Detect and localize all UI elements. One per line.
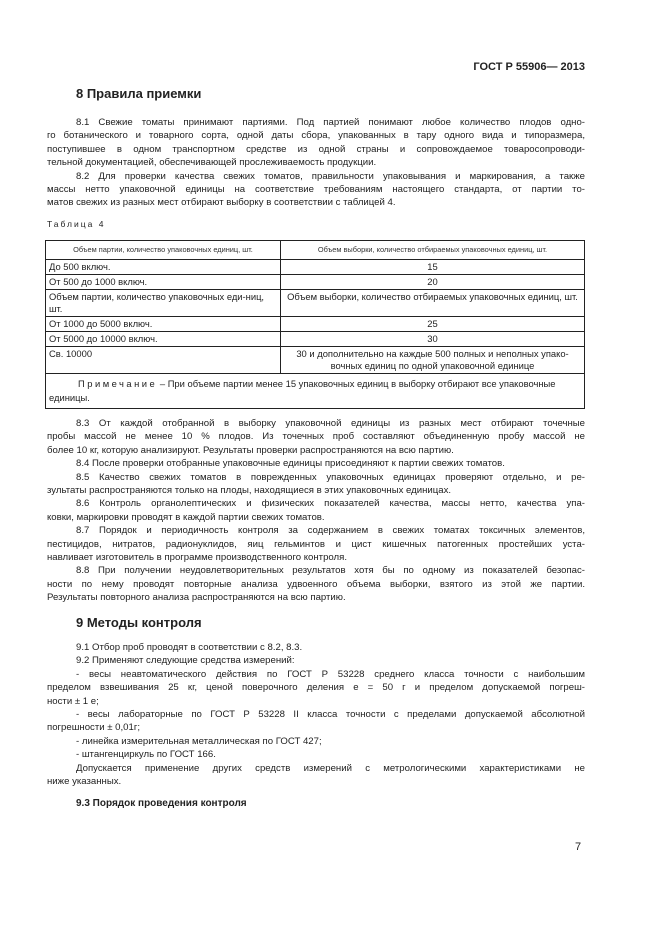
text-line: ности ± 1 e; (47, 695, 99, 707)
paragraph (47, 641, 585, 654)
text-line: Результаты повторного анализа распространяются на всю партию. (47, 592, 346, 604)
section-8-intro (47, 116, 585, 210)
table-row (46, 260, 585, 275)
table-cell: Объем партии, количество упаковочных еди-ниц, шт. (46, 290, 281, 317)
table-cell: 20 (281, 275, 585, 290)
table-cell: 30 (281, 332, 585, 347)
paragraph (47, 708, 585, 735)
text-line: 8.5 Качество свежих томатов в поврежденных упаковочных единицах проверяют отдельно, и ре- (76, 471, 585, 483)
text-line: 8.7 Порядок и периодичность контроля за содержанием в свежих томатах токсичных элементов, (76, 525, 585, 537)
text-line: ковки, маркировки проводят в каждой партии свежих томатов. (47, 511, 325, 523)
text-line: 9.1 Отбор проб проводят в соответствии с 8.2, 8.3. (76, 642, 303, 653)
paragraph (47, 735, 585, 748)
section-9-heading: 9 Методы контроля (76, 615, 202, 630)
table-cell: 30 и дополнительно на каждые 500 полных и неполных упако-вочных единиц по одной упаковочной единице (281, 347, 585, 374)
table-note-row (46, 374, 585, 409)
table-cell: От 1000 до 5000 включ. (46, 317, 281, 332)
text-line: массы нетто упаковочной единицы на соответствие требованиям настоящего стандарта, от партии то- (47, 183, 585, 195)
text-line: - штангенциркуль по ГОСТ 166. (76, 749, 216, 761)
text-line: зультаты распространяются только на плоды, находящиеся в этих упаковочных единицах. (47, 484, 452, 496)
page-number: 7 (575, 841, 582, 853)
table-header-cell: Объем выборки, количество отбираемых упаковочных единиц, шт. (281, 241, 585, 260)
note-label: Примечание (78, 378, 158, 389)
subsection-heading: 9.3 Порядок проведения контроля (76, 798, 247, 809)
text-line: 8.8 При получении неудовлетворительных результатов хотя бы по одному из показателей безопас- (76, 565, 585, 577)
text-line: более 10 кг, которую анализируют. Результаты проверки распространяются на всю партию. (47, 444, 454, 456)
table-cell: До 500 включ. (46, 260, 281, 275)
sample-size-table (45, 240, 585, 409)
text-line: ности по нему проводят повторные анализа удвоенного объема выборки, взятого из этой же партии. (47, 578, 585, 590)
text-line: 8.3 От каждой отобранной в выборку упаковочной единицы из разных мест отбирают точечные (76, 418, 585, 429)
paragraph (47, 524, 585, 564)
table-note (46, 374, 585, 409)
text-line: 8.2 Для проверки качества свежих томатов, правильности упаковывания и маркирования, а также (76, 170, 585, 182)
paragraph (47, 564, 585, 604)
table-header-row (46, 241, 585, 260)
table-row (46, 347, 585, 374)
table-row (46, 317, 585, 332)
paragraph (47, 654, 585, 667)
text-line: Допускается применение других средств измерений с метрологическими характеристиками не (76, 762, 585, 774)
paragraph (47, 471, 585, 498)
table-row (46, 275, 585, 290)
text-line: 9.2 Применяют следующие средства измерений: (76, 655, 295, 667)
table-header-cell: Объем партии, количество упаковочных единиц, шт. (46, 241, 281, 260)
document-header: ГОСТ Р 55906— 2013 (473, 61, 585, 73)
text-line: го ботанического и товарного сорта, одной даты сбора, упакованных в тару одного вида и типоразмера, (47, 130, 585, 142)
text-line: пробы массой не менее 10 % плодов. Из точечных проб составляют объединенную пробу массой не (47, 431, 585, 443)
text-line: 8.1 Свежие томаты принимают партиями. Под партией понимают любое количество плодов одно- (76, 117, 585, 128)
text-line: пестицидов, нитратов, радионуклидов, яиц гельминтов и цист кишечных патогенных простейших уста- (47, 538, 585, 550)
paragraph (47, 457, 585, 470)
paragraph (47, 748, 585, 761)
text-line: - весы неавтоматического действия по ГОСТ Р 53228 среднего класса точности с наибольшим (76, 668, 585, 680)
text-line: - линейка измерительная металлическая по ГОСТ 427; (76, 735, 322, 747)
section-9-paragraphs (47, 641, 585, 788)
section-8-heading: 8 Правила приемки (76, 86, 202, 101)
text-line: - весы лабораторные по ГОСТ Р 53228 II класса точности с пределами допускаемой абсолютной (76, 708, 585, 720)
table-cell: 25 (281, 317, 585, 332)
text-line: тельной документацией, обеспечивающей прослеживаемость продукции. (47, 157, 377, 169)
section-8-paragraphs (47, 417, 585, 604)
table-cell: От 5000 до 10000 включ. (46, 332, 281, 347)
text-line: навливает изготовитель в программе производственного контроля. (47, 551, 347, 563)
text-line: погрешности ± 0,01г; (47, 722, 141, 734)
paragraph (47, 116, 585, 170)
note-text: – При объеме партии менее 15 упаковочных единиц в выборку отбирают все упаковочные единицы. (49, 378, 556, 403)
text-line: матов свежих из разных мест отбирают выборку в соответствии с таблицей 4. (47, 197, 396, 209)
text-line: 8.4 После проверки отобранные упаковочные единицы присоединяют к партии свежих томатов. (76, 458, 505, 470)
paragraph (47, 170, 585, 210)
paragraph (47, 497, 585, 524)
table-row (46, 332, 585, 347)
text-line: 8.6 Контроль органолептических и физических показателей качества, массы нетто, качества упа- (76, 498, 585, 510)
paragraph (47, 417, 585, 457)
paragraph (47, 762, 585, 789)
paragraph (47, 668, 585, 708)
table-cell: От 500 до 1000 включ. (46, 275, 281, 290)
text-line: ниже указанных. (47, 775, 122, 787)
table-cell: Объем выборки, количество отбираемых упаковочных единиц, шт. (281, 290, 585, 317)
text-line: пределом взвешивания 25 кг, ценой поверочного деления e = 50 г и пределом допускаемой погреш- (47, 682, 585, 694)
table-row (46, 290, 585, 317)
table-cell: Св. 10000 (46, 347, 281, 374)
text-line: поступившее в одном транспортном средстве из одной страны и сопровождаемое товаросопроводи- (47, 143, 585, 155)
table-caption: Таблица 4 (47, 219, 106, 229)
table-cell: 15 (281, 260, 585, 275)
